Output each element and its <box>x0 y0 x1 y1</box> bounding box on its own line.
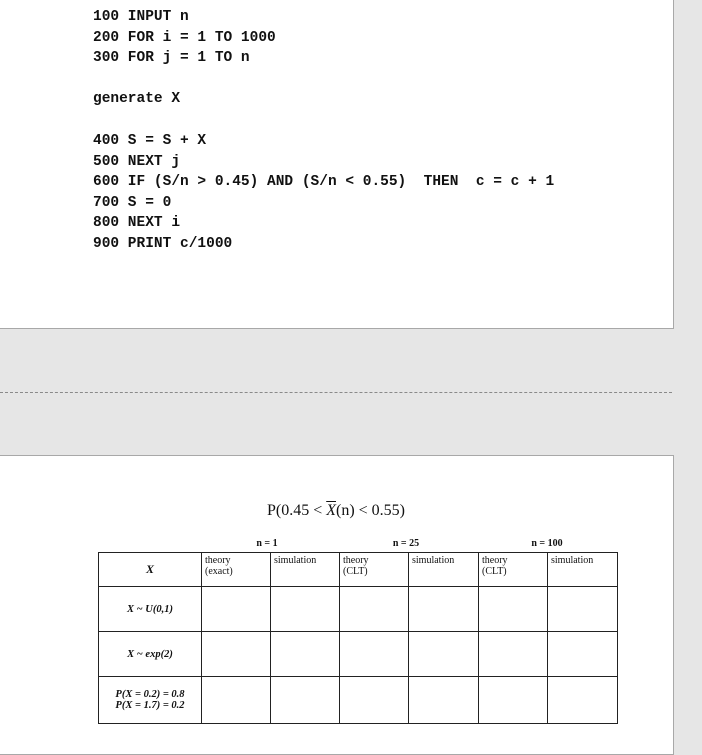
empty-cell <box>202 587 271 632</box>
code-line: 200 FOR i = 1 TO 1000 <box>93 29 276 46</box>
code-line: 100 INPUT n <box>93 9 189 25</box>
simulation-header: simulation <box>271 553 340 587</box>
empty-cell <box>271 587 340 632</box>
probability-formula: $P(0.45 < \overline{X}(n) < 0.55)$ <box>266 502 406 519</box>
empty-cell <box>271 677 340 724</box>
code-line: 500 NEXT j <box>93 153 181 170</box>
code-line: 800 NEXT i <box>93 215 181 231</box>
results-table <box>98 552 618 724</box>
code-block-1 <box>93 7 276 69</box>
empty-cell <box>548 632 618 677</box>
empty-cell <box>340 632 409 677</box>
slide-divider <box>0 392 672 393</box>
n-label-25: n = 25 <box>392 538 420 549</box>
row-label: X ~ exp(2) <box>99 632 202 677</box>
empty-cell <box>271 632 340 677</box>
empty-cell <box>479 587 548 632</box>
empty-cell <box>202 677 271 724</box>
empty-cell <box>479 677 548 724</box>
table-row <box>99 677 618 724</box>
n-label-1: n = 1 <box>256 538 278 549</box>
simulation-header: simulation <box>548 553 618 587</box>
table-row <box>99 587 618 632</box>
theory-clt-header: theory (CLT) <box>479 553 548 587</box>
code-slide <box>0 0 674 329</box>
empty-cell <box>409 632 479 677</box>
theory-clt-header: theory (CLT) <box>340 553 409 587</box>
empty-cell <box>340 677 409 724</box>
x-header: X <box>99 553 202 587</box>
empty-cell <box>340 587 409 632</box>
empty-cell <box>202 632 271 677</box>
empty-cell <box>409 677 479 724</box>
empty-cell <box>548 587 618 632</box>
empty-cell <box>548 677 618 724</box>
code-line: 300 FOR j = 1 TO n <box>93 50 250 66</box>
table-row <box>99 632 618 677</box>
empty-cell <box>479 632 548 677</box>
n-label-100: n = 100 <box>531 538 563 549</box>
empty-cell <box>409 587 479 632</box>
code-line: 900 PRINT c/1000 <box>93 235 233 252</box>
code-line: 600 IF (S/n > 0.45) AND (S/n < 0.55) THEN c = c + 1 <box>93 174 555 190</box>
code-line: 400 S = S + X <box>93 133 207 149</box>
theory-exact-header: theory (exact) <box>202 553 271 587</box>
generate-line: generate X <box>93 91 181 107</box>
simulation-header: simulation <box>409 553 479 587</box>
code-block-2 <box>93 131 554 254</box>
row-label: P(X = 0.2) = 0.8 P(X = 1.7) = 0.2 <box>99 677 202 724</box>
row-label: X ~ U(0,1) <box>99 587 202 632</box>
table-slide <box>0 455 674 755</box>
code-line: 700 S = 0 <box>93 194 172 211</box>
